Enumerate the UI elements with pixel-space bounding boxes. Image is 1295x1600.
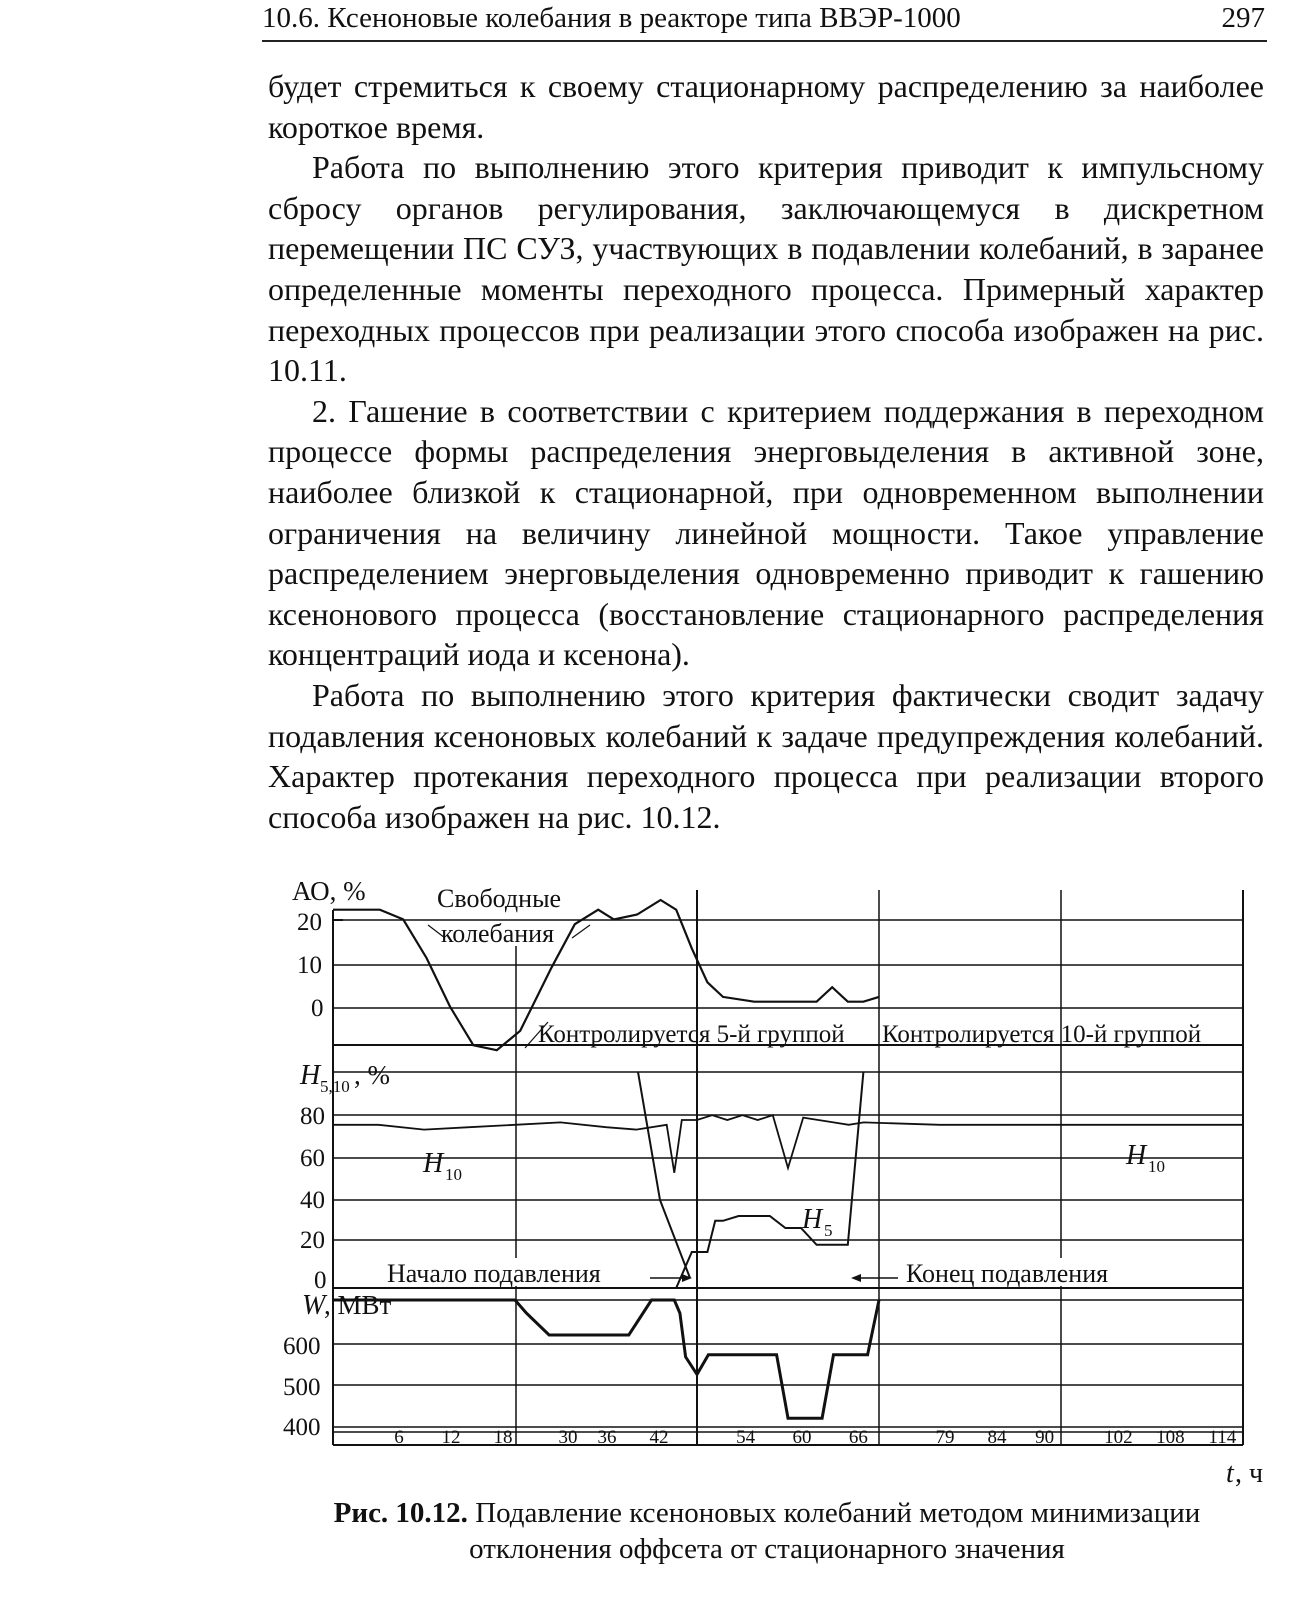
series-h10-label-right: H	[1126, 1140, 1147, 1171]
panel2-ylabel-var: H	[300, 1060, 321, 1091]
x-tick-label: 12	[441, 1427, 461, 1448]
x-tick-label: 36	[597, 1427, 617, 1448]
paragraph-1: будет стремиться к своему стационарному распределению за наиболее короткое время.	[268, 68, 1264, 145]
x-tick-label: 114	[1208, 1427, 1237, 1448]
panel3-ylabel-unit: , МВт	[324, 1290, 392, 1320]
x-tick-label: 84	[987, 1427, 1007, 1448]
panel1-ytick-0: 0	[311, 995, 324, 1022]
series-h10-label-left: H	[423, 1148, 444, 1179]
x-tick-label: 42	[649, 1427, 669, 1448]
panel1-ytick-10: 10	[297, 952, 322, 979]
start-arrow-head	[682, 1274, 692, 1282]
x-tick-label: 79	[935, 1427, 955, 1448]
series-h5-line	[645, 1072, 863, 1288]
panel2-ytick-40: 40	[300, 1187, 325, 1214]
panel3-ytick-400: 400	[283, 1414, 321, 1441]
series-w-line	[333, 1300, 879, 1418]
x-tick-label: 54	[736, 1427, 756, 1448]
panel1-ylabel: АО, %	[292, 876, 366, 906]
series-h5-sub: 5	[824, 1221, 833, 1240]
series-h5-label: H	[802, 1204, 823, 1235]
page-number: 297	[1221, 2, 1265, 34]
x-tick-label: 102	[1104, 1427, 1133, 1448]
panel2-ylabel-unit: , %	[354, 1060, 390, 1090]
figure-svg	[0, 860, 1295, 1500]
caption-text: Подавление ксеноновых колебаний методом минимизации отклонения оффсета от стационарного значения	[469, 1497, 1201, 1565]
body-text	[268, 66, 1264, 837]
panel2-ytick-0: 0	[314, 1267, 327, 1294]
x-tick-label: 30	[558, 1427, 578, 1448]
paragraph-2: Работа по выполнению этого критерия приводит к импульсному сбросу органов регулирования, заключающемуся в дискретном перемещении ПС СУЗ, участвующих в подавлении колебаний, в заранее определенные моменты переходного процесса. Примерный характер переходных процессов при реализации этого способа изображен на рис. 10.11.	[268, 149, 1264, 389]
annotation-start-suppression: Начало подавления	[387, 1259, 601, 1288]
annotation-pointer-right	[572, 925, 590, 938]
panel3-ylabel-var: W	[302, 1290, 326, 1321]
annotation-end-suppression: Конец подавления	[906, 1259, 1109, 1288]
x-tick-label: 18	[493, 1427, 513, 1448]
panel2-ytick-60: 60	[300, 1145, 325, 1172]
paragraph-3: 2. Гашение в соответствии с критерием поддержания в переходном процессе формы распределения энерговыделения в активной зоне, наиболее близкой к стационарной, при одновременном выполнении ограничения на величину линейной мощности. Такое управление распределением энерговыделения одновременно приводит к гашению ксенонового процесса (восстановление стационарного распределения концентраций иода и ксенона).	[268, 392, 1264, 673]
running-header	[262, 0, 1267, 42]
x-tick-label: 60	[792, 1427, 812, 1448]
panel3-ytick-500: 500	[283, 1374, 321, 1401]
annotation-controlled-10: Контролируется 10-й группой	[882, 1021, 1202, 1048]
figure-caption	[262, 1495, 1272, 1567]
panel2-ylabel-sub: 5,10	[320, 1077, 350, 1096]
x-tick-label: 108	[1156, 1427, 1185, 1448]
panel2-ytick-80: 80	[300, 1103, 325, 1130]
annotation-free-osc-1: Свободные	[437, 884, 562, 913]
end-arrow-head	[851, 1274, 861, 1282]
x-tick-label: 66	[848, 1427, 868, 1448]
header-title: 10.6. Ксеноновые колебания в реакторе типа ВВЭР-1000	[262, 2, 961, 34]
figure-10-12	[0, 860, 1295, 1505]
panel3-ytick-600: 600	[283, 1333, 321, 1360]
paragraph-4: Работа по выполнению этого критерия фактически сводит задачу подавления ксеноновых колебаний к задаче предупреждения колебаний. Характер протекания переходного процесса при реализации второго способа изображен на рис. 10.12.	[268, 676, 1264, 835]
series-h10-sub-left: 10	[445, 1165, 462, 1184]
series-h10-sub-right: 10	[1148, 1157, 1165, 1176]
annotation-free-osc-2: колебания	[441, 919, 555, 948]
x-axis-label-unit: , ч	[1235, 1458, 1264, 1489]
caption-label: Рис. 10.12.	[333, 1497, 468, 1529]
panel1-ytick-20: 20	[297, 909, 322, 936]
x-tick-label: 6	[394, 1427, 404, 1448]
series-h10-drop-line	[638, 1072, 690, 1278]
x-axis-label-var: t	[1226, 1458, 1234, 1489]
panel2-ytick-20: 20	[300, 1227, 325, 1254]
x-tick-label: 90	[1035, 1427, 1055, 1448]
annotation-controlled-5: Контролируется 5-й группой	[538, 1021, 845, 1048]
series-h10-line	[333, 1115, 1243, 1173]
